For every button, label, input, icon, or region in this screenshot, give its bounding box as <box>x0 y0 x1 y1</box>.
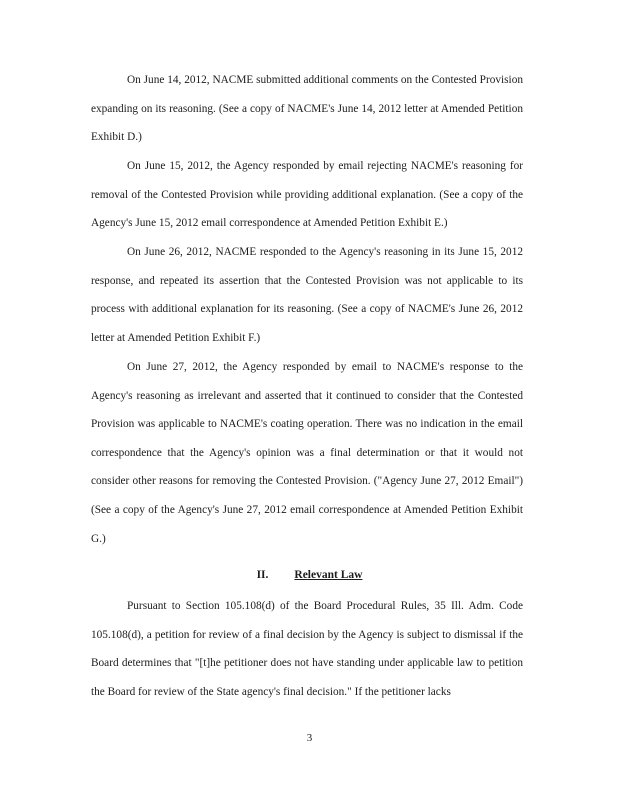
section-number: II. <box>256 569 269 581</box>
paragraph-june-26: On June 26, 2012, NACME responded to the Agency's reasoning in its June 15, 2012 response, and repeated its assertion that the Contested Provision was not applicable to its process with additional explanation for its reasoning. (See a copy of NACME's June 26, 2012 letter at Amended Petition Exhibit F.) <box>91 246 523 344</box>
paragraph-june-15: On June 15, 2012, the Agency responded by email rejecting NACME's reasoning for removal of the Contested Provision while providing additional explanation. (See a copy of the Agency's June 15, 2012 email correspondence at Amended Petition Exhibit E.) <box>91 160 523 230</box>
paragraph-june-14: On June 14, 2012, NACME submitted additional comments on the Contested Provision expanding on its reasoning. (See a copy of NACME's June 14, 2012 letter at Amended Petition Exhibit D.) <box>91 74 523 144</box>
section-heading <box>0 565 619 585</box>
page-number: 3 <box>306 732 313 744</box>
paragraph-june-27: On June 27, 2012, the Agency responded by email to NACME's response to the Agency's reasoning as irrelevant and asserted that it continued to consider that the Contested Provision was applicable to NACME's coating operation. There was no indication in the email correspondence that the Agency's opinion was a final determination or that it would not consider other reasons for removing the Contested Provision. ("Agency June 27, 2012 Email") (See a copy of the Agency's June 27, 2012 email correspondence at Amended Petition Exhibit G.) <box>91 361 523 545</box>
paragraph-relevant-law: Pursuant to Section 105.108(d) of the Board Procedural Rules, 35 Ill. Adm. Code 105.108(d), a petition for review of a final decision by the Agency is subject to dismissal if the Board determines that "[t]he petitioner does not have standing under applicable law to petition the Board for review of the State agency's final decision." If the petitioner lacks <box>91 600 523 698</box>
section-title: Relevant Law <box>294 569 363 581</box>
